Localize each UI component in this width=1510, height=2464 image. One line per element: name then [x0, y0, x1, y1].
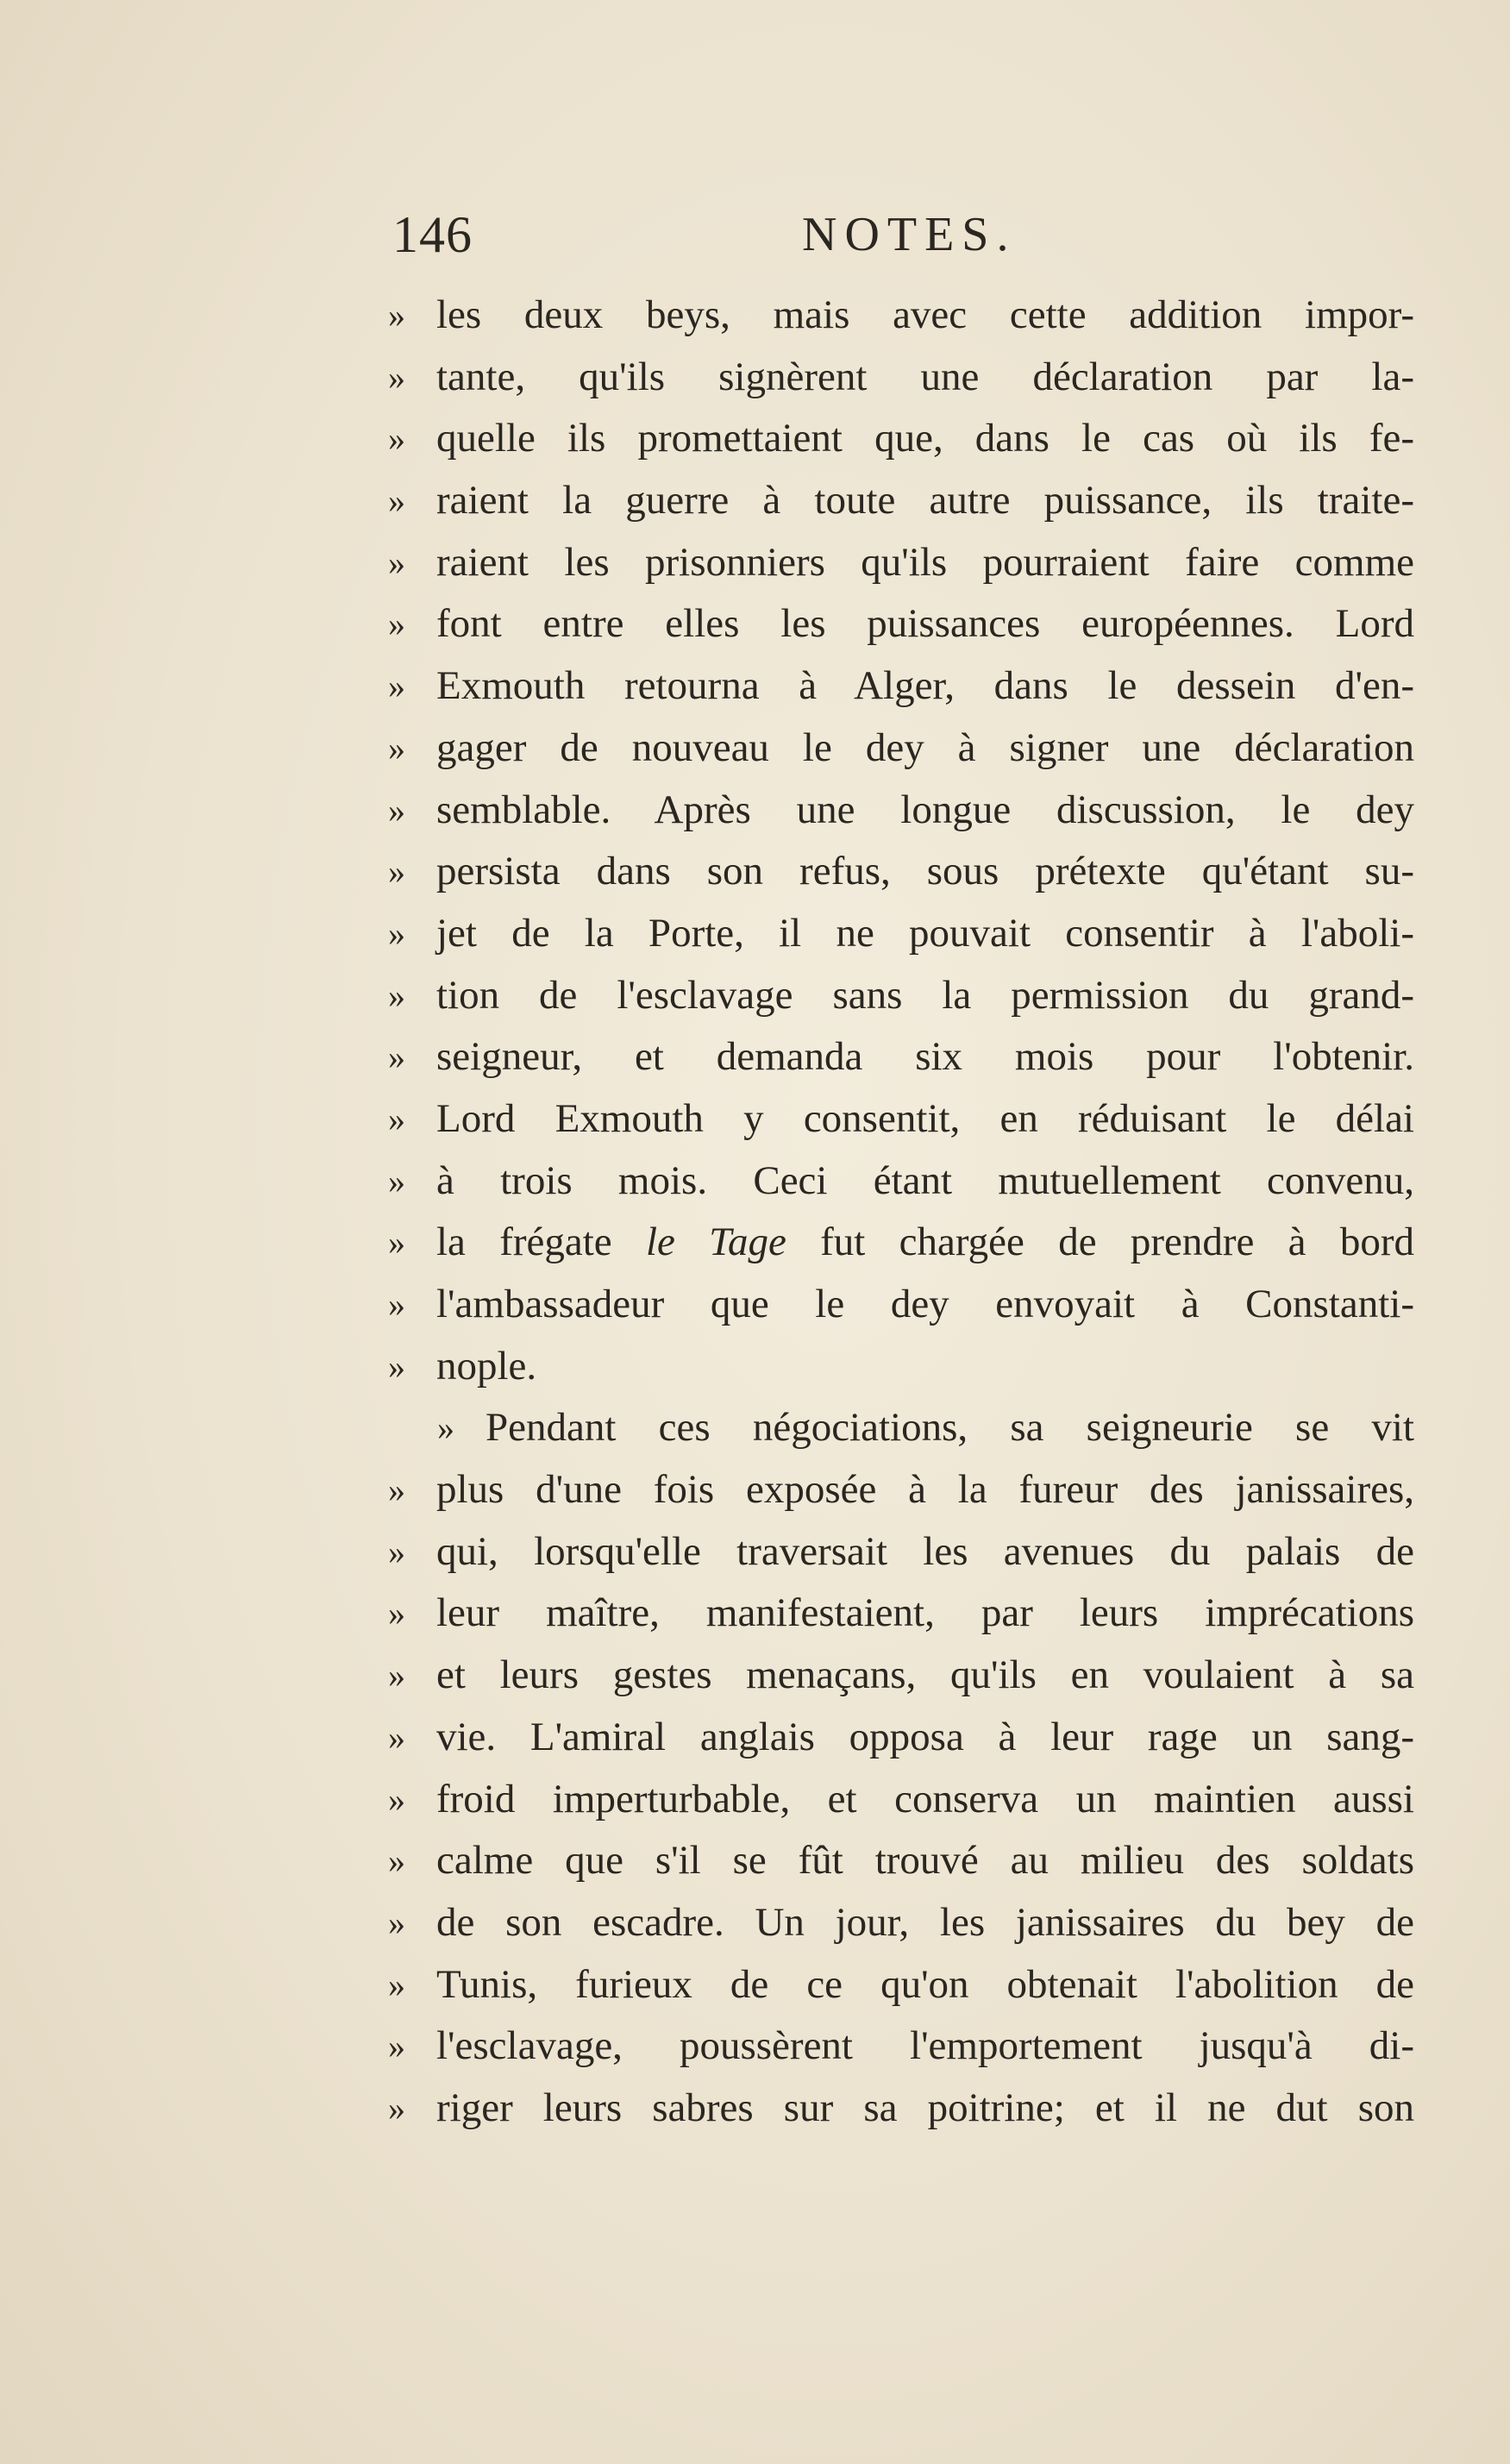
- quotation-mark: »: [388, 1161, 405, 1201]
- line-text: leur maître, manifestaient, par leurs imprécations: [436, 1590, 1414, 1636]
- line-text: tion de l'esclavage sans la permission du grand-: [436, 972, 1414, 1018]
- text-line: [388, 347, 1414, 409]
- ship-name-italic: le Tage: [645, 1219, 786, 1265]
- quotation-mark: »: [388, 975, 405, 1015]
- text-line: [388, 1212, 1414, 1274]
- text-line: [388, 965, 1414, 1027]
- line-text: raient les prisonniers qu'ils pourraient faire comme: [436, 539, 1414, 585]
- line-text: l'ambassadeur que le dey envoyait à Constanti-: [436, 1282, 1414, 1326]
- text-line: [388, 1830, 1414, 1892]
- line-text: font entre elles les puissances européennes. Lord: [436, 601, 1414, 647]
- quotation-mark: »: [388, 1532, 405, 1571]
- quotation-mark: »: [388, 1099, 405, 1138]
- text-line: [388, 1954, 1414, 2016]
- line-text-part: la frégate: [436, 1219, 646, 1265]
- quotation-mark: »: [388, 2027, 405, 2066]
- text-line: [388, 718, 1414, 780]
- line-text: [436, 1212, 1414, 1274]
- quotation-mark: »: [388, 913, 405, 953]
- line-text: jet de la Porte, il ne pouvait consentir à l'aboli-: [436, 910, 1414, 956]
- text-line: [388, 285, 1414, 347]
- quotation-mark: »: [388, 481, 405, 521]
- quotation-mark: »: [388, 1779, 405, 1819]
- quotation-mark: »: [388, 1841, 405, 1881]
- quotation-mark: »: [388, 2088, 405, 2128]
- line-text: riger leurs sabres sur sa poitrine; et il ne dut son: [436, 2085, 1414, 2130]
- text-line: [388, 1274, 1414, 1336]
- quotation-mark: »: [388, 1903, 405, 1942]
- quotation-mark: »: [388, 1038, 405, 1077]
- text-line: [388, 2078, 1414, 2140]
- quotation-mark: »: [388, 419, 405, 459]
- line-text: à trois mois. Ceci étant mutuellement convenu,: [436, 1157, 1414, 1203]
- quotation-mark: »: [388, 605, 405, 644]
- text-line: [388, 593, 1414, 655]
- text-line: [388, 1583, 1414, 1645]
- text-line: [388, 1397, 1414, 1459]
- line-text: gager de nouveau le dey à signer une déclaration: [436, 724, 1414, 770]
- text-line: [388, 532, 1414, 594]
- quotation-mark: »: [388, 1717, 405, 1757]
- text-line: [388, 1150, 1414, 1213]
- text-line: [388, 655, 1414, 718]
- quotation-mark: »: [388, 667, 405, 706]
- line-text: nople.: [436, 1343, 537, 1389]
- quotation-mark: »: [388, 1594, 405, 1633]
- text-line: [388, 780, 1414, 842]
- quotation-mark: »: [388, 1346, 405, 1386]
- text-line: [388, 903, 1414, 965]
- text-line: [388, 2016, 1414, 2078]
- line-text: qui, lorsqu'elle traversait les avenues du palais de: [436, 1528, 1414, 1574]
- text-line: [388, 1645, 1414, 1707]
- line-text: et leurs gestes menaçans, qu'ils en voulaient à sa: [436, 1652, 1414, 1698]
- text-line: [388, 1026, 1414, 1088]
- line-text: calme que s'il se fût trouvé au milieu des soldats: [436, 1838, 1414, 1884]
- quotation-mark: »: [388, 1965, 405, 2004]
- text-line: [388, 1769, 1414, 1831]
- line-text: quelle ils promettaient que, dans le cas où ils fe-: [436, 416, 1414, 461]
- text-line: [388, 841, 1414, 903]
- line-text: seigneur, et demanda six mois pour l'obtenir.: [436, 1034, 1414, 1080]
- text-line: [388, 1521, 1414, 1583]
- quotation-mark: »: [388, 357, 405, 397]
- line-text: de son escadre. Un jour, les janissaires du bey de: [436, 1899, 1414, 1945]
- quotation-mark: »: [388, 296, 405, 335]
- line-text: froid imperturbable, et conserva un maintien aussi: [436, 1776, 1414, 1821]
- quotation-mark: »: [388, 728, 405, 768]
- running-title: NOTES.: [802, 208, 1017, 261]
- body-text: [388, 285, 1414, 2140]
- text-line: [388, 1707, 1414, 1769]
- line-text: Pendant ces négociations, sa seigneurie se vit: [486, 1405, 1414, 1451]
- line-text: Tunis, furieux de ce qu'on obtenait l'abolition de: [436, 1961, 1414, 2007]
- line-text: persista dans son refus, sous prétexte qu'étant su-: [436, 849, 1414, 894]
- quotation-mark: »: [388, 1470, 405, 1510]
- line-text-part: fut chargée de prendre à bord: [786, 1219, 1414, 1265]
- page-header: [392, 200, 1410, 269]
- line-text: Exmouth retourna à Alger, dans le dessein d'en-: [436, 663, 1414, 709]
- text-line: [388, 1892, 1414, 1954]
- text-line: [388, 1336, 1414, 1398]
- line-text: l'esclavage, poussèrent l'emportement jusqu'à di-: [436, 2023, 1414, 2069]
- text-line: [388, 1459, 1414, 1521]
- line-text: tante, qu'ils signèrent une déclaration par la-: [436, 354, 1414, 399]
- line-text: semblable. Après une longue discussion, le dey: [436, 787, 1414, 832]
- quotation-mark: »: [388, 790, 405, 830]
- quotation-mark: »: [437, 1408, 454, 1448]
- text-line: [388, 1088, 1414, 1150]
- text-line: [388, 470, 1414, 532]
- line-text: raient la guerre à toute autre puissance, ils traite-: [436, 478, 1414, 524]
- quotation-mark: »: [388, 1223, 405, 1263]
- line-text: les deux beys, mais avec cette addition impor-: [436, 292, 1414, 337]
- line-text: vie. L'amiral anglais opposa à leur rage un sang-: [436, 1714, 1414, 1759]
- quotation-mark: »: [388, 852, 405, 892]
- quotation-mark: »: [388, 1285, 405, 1324]
- line-text: plus d'une fois exposée à la fureur des janissaires,: [436, 1467, 1414, 1513]
- quotation-mark: »: [388, 1656, 405, 1696]
- line-text: Lord Exmouth y consentit, en réduisant le délai: [436, 1095, 1414, 1141]
- page-number: 146: [392, 206, 473, 263]
- quotation-mark: »: [388, 542, 405, 582]
- text-line: [388, 408, 1414, 470]
